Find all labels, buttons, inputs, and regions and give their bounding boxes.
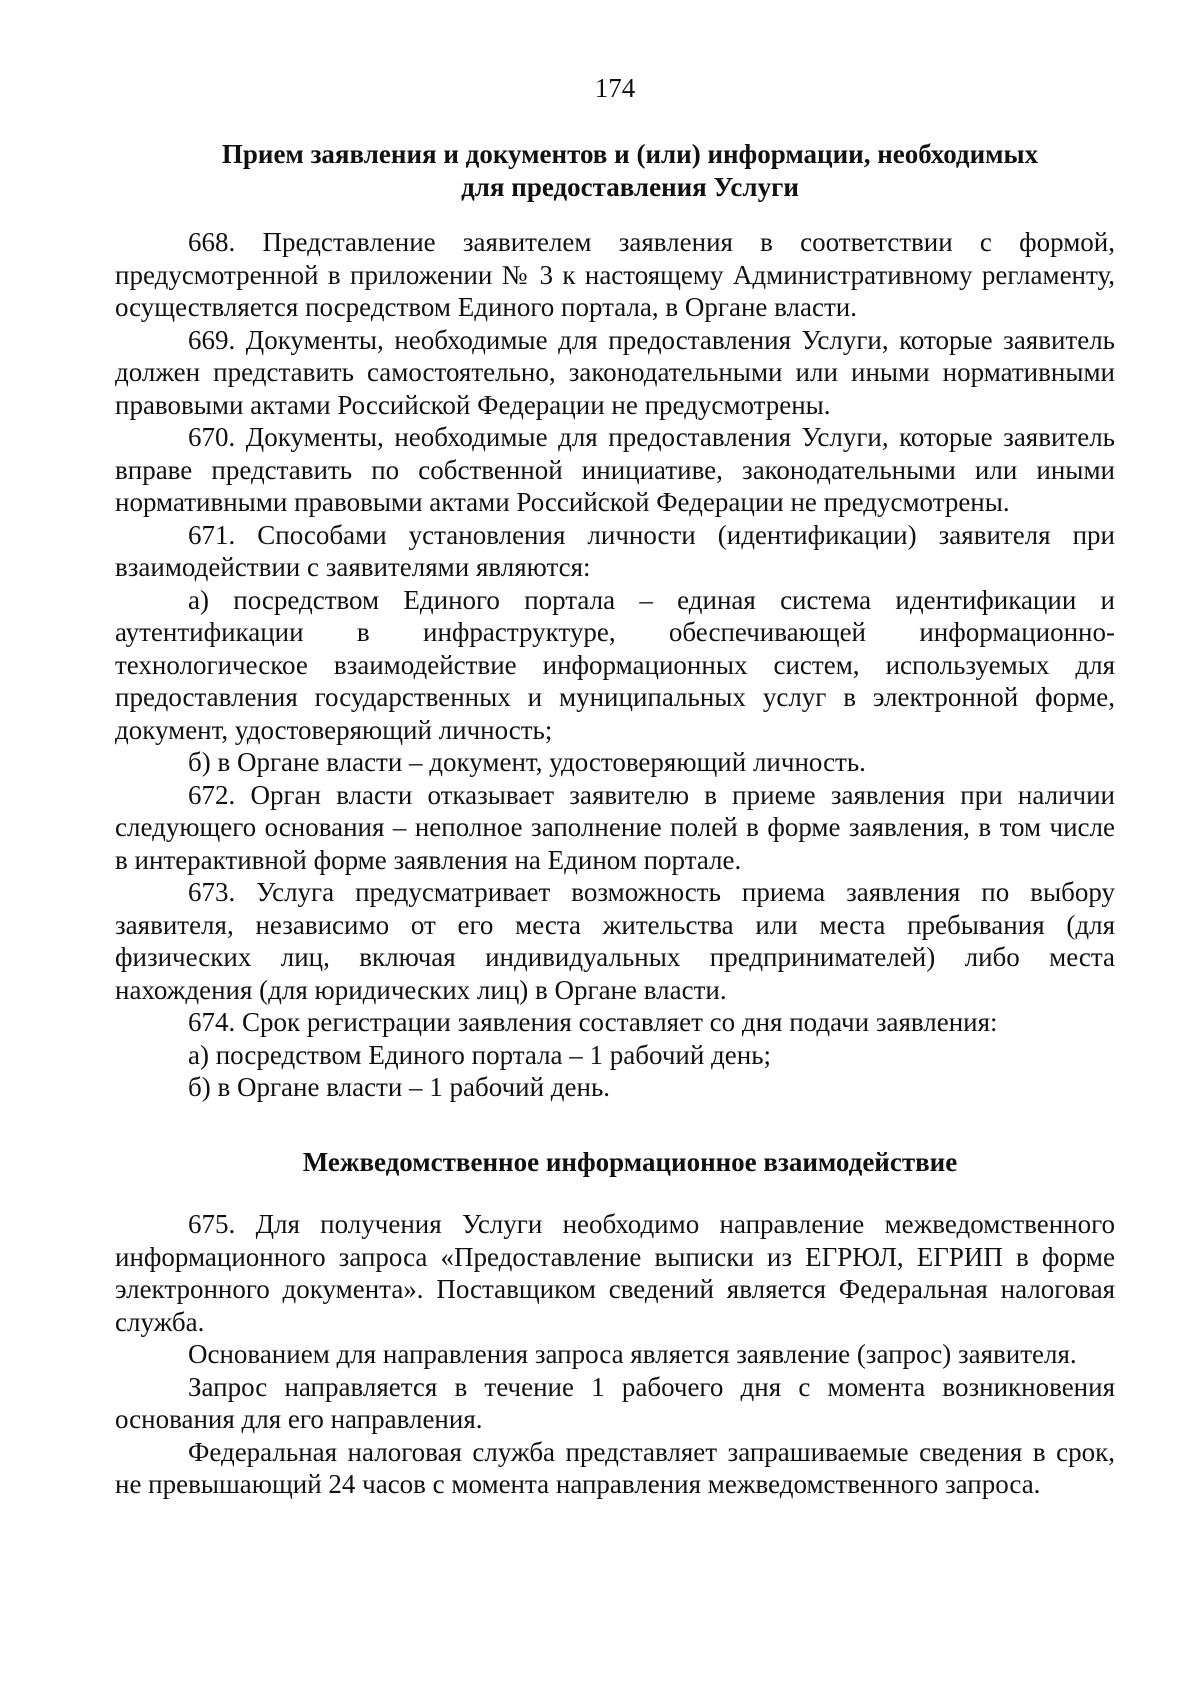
paragraph-669: 669. Документы, необходимые для предоставления Услуги, которые заявитель должен представить самостоятельно, законодательными или иными нормативными правовыми актами Российской Федерации не предусмотрены. xyxy=(115,324,1115,420)
paragraph-673: 673. Услуга предусматривает возможность приема заявления по выбору заявителя, независимо от его места жительства или места пребывания (для физических лиц, включая индивидуальных предпринимателей) либо места нахождения (для юридических лиц) в Органе власти. xyxy=(115,877,1115,1005)
paragraph-671-a: а) посредством Единого портала – единая система идентификации и аутентификации в инфраструктуре, обеспечивающей информационно-технологическое взаимодействие информационных систем, используемых для предоставления государственных и муниципальных услуг в электронной форме, документ, удостоверяющий личность; xyxy=(115,584,1115,745)
paragraph-671-b: б) в Органе власти – документ, удостоверяющий личность. xyxy=(188,747,866,777)
paragraph-674: 674. Срок регистрации заявления составляет со дня подачи заявления: xyxy=(188,1007,998,1037)
section-body-reception xyxy=(115,226,1115,1104)
section-body-interagency xyxy=(115,1208,1115,1501)
paragraph-675-basis: Основанием для направления запроса является заявление (запрос) заявителя. xyxy=(188,1339,1077,1369)
paragraph-674-a: а) посредством Единого портала – 1 рабочий день; xyxy=(188,1039,772,1070)
paragraph-675: 675. Для получения Услуги необходимо направление межведомственного информационного запроса «Предоставление выписки из ЕГРЮЛ, ЕГРИП в форме электронного документа». Поставщиком сведений является Федеральная налоговая служба. xyxy=(115,1209,1115,1337)
paragraph-668: 668. Представление заявителем заявления в соответствии с формой, предусмотренной в приложении № 3 к настоящему Административному регламенту, осуществляется посредством Единого портала, в Органе власти. xyxy=(115,227,1115,322)
paragraph-671: 671. Способами установления личности (идентификации) заявителя при взаимодействии с заявителями являются: xyxy=(115,519,1115,582)
paragraph-670: 670. Документы, необходимые для предоставления Услуги, которые заявитель вправе представить по собственной инициативе, законодательными или иными нормативными правовыми актами Российской Федерации не предусмотрены. xyxy=(115,422,1115,517)
paragraph-674-b: б) в Органе власти – 1 рабочий день. xyxy=(188,1072,611,1102)
section-heading-interagency: Межведомственное информационное взаимодействие xyxy=(302,1147,958,1177)
section-heading-reception: Прием заявления и документов и (или) информации, необходимых для предоставления Услуги xyxy=(221,139,1039,202)
page-number: 174 xyxy=(594,73,636,103)
paragraph-675-timing: Запрос направляется в течение 1 рабочего дня с момента возникновения основания для его направления. xyxy=(115,1371,1115,1434)
paragraph-672: 672. Орган власти отказывает заявителю в приеме заявления при наличии следующего основания – неполное заполнение полей в форме заявления, в том числе в интерактивной форме заявления на Едином портале. xyxy=(115,779,1115,875)
paragraph-675-response: Федеральная налоговая служба представляет запрашиваемые сведения в срок, не превышающий 24 часов с момента направления межведомственного запроса. xyxy=(115,1436,1115,1499)
